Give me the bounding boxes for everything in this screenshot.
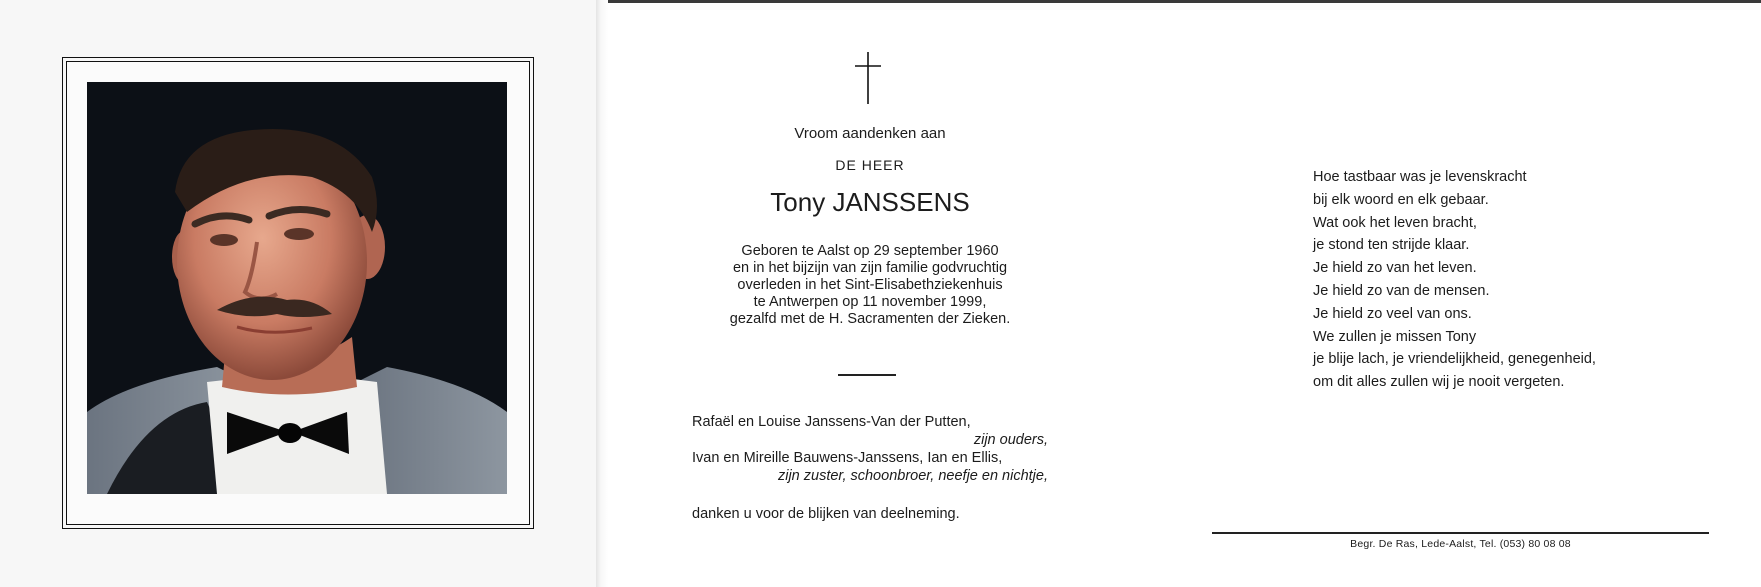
birth-line: en in het bijzijn van zijn familie godvruchtig [732, 260, 1008, 276]
birth-line: Geboren te Aalst op 29 september 1960 [741, 243, 999, 259]
card-fold [596, 0, 608, 587]
family-list [692, 413, 1048, 485]
poem-line: We zullen je missen Tony [1313, 328, 1477, 345]
poem-line: Wat ook het leven bracht, [1313, 214, 1477, 231]
poem [1313, 166, 1596, 394]
poem-line: je stond ten strijde klaar. [1313, 237, 1470, 254]
card-top-edge [608, 0, 1761, 3]
siblings-names: Ivan en Mireille Bauwens-Janssens, Ian en Ellis, [692, 450, 1003, 466]
poem-line: Je hield zo veel van ons. [1313, 305, 1472, 322]
birth-line: te Antwerpen op 11 november 1999, [753, 294, 987, 310]
footer-rule [1212, 532, 1709, 534]
siblings-role: zijn zuster, schoonbroer, neefje en nichtje, [777, 468, 1048, 484]
deceased-name: Tony JANSSENS [770, 187, 970, 217]
poem-line: Je hield zo van het leven. [1313, 260, 1477, 277]
cross-icon [853, 50, 883, 106]
parents-role: zijn ouders, [973, 432, 1048, 448]
poem-line: om dit alles zullen wij je nooit vergeten. [1313, 374, 1565, 391]
poem-line: Je hield zo van de mensen. [1313, 282, 1490, 299]
intro-text: Vroom aandenken aan [794, 125, 946, 142]
birth-death-details [660, 243, 1080, 328]
printer-credit: Begr. De Ras, Lede-Aalst, Tel. (053) 80 08 08 [1350, 538, 1571, 550]
birth-line: overleden in het Sint-Elisabethziekenhuis [737, 277, 1003, 293]
poem-line: bij elk woord en elk gebaar. [1313, 191, 1489, 208]
thanks-text: danken u voor de blijken van deelneming. [692, 506, 960, 522]
parents-names: Rafaël en Louise Janssens-Van der Putten, [692, 414, 971, 430]
poem-line: Hoe tastbaar was je levenskracht [1313, 169, 1527, 185]
section-divider [838, 374, 896, 376]
poem-line: je blije lach, je vriendelijkheid, genegenheid, [1313, 351, 1596, 368]
portrait-photo [87, 82, 507, 494]
salutation: DE HEER [835, 157, 905, 173]
birth-line: gezalfd met de H. Sacramenten der Zieken. [729, 311, 1011, 327]
